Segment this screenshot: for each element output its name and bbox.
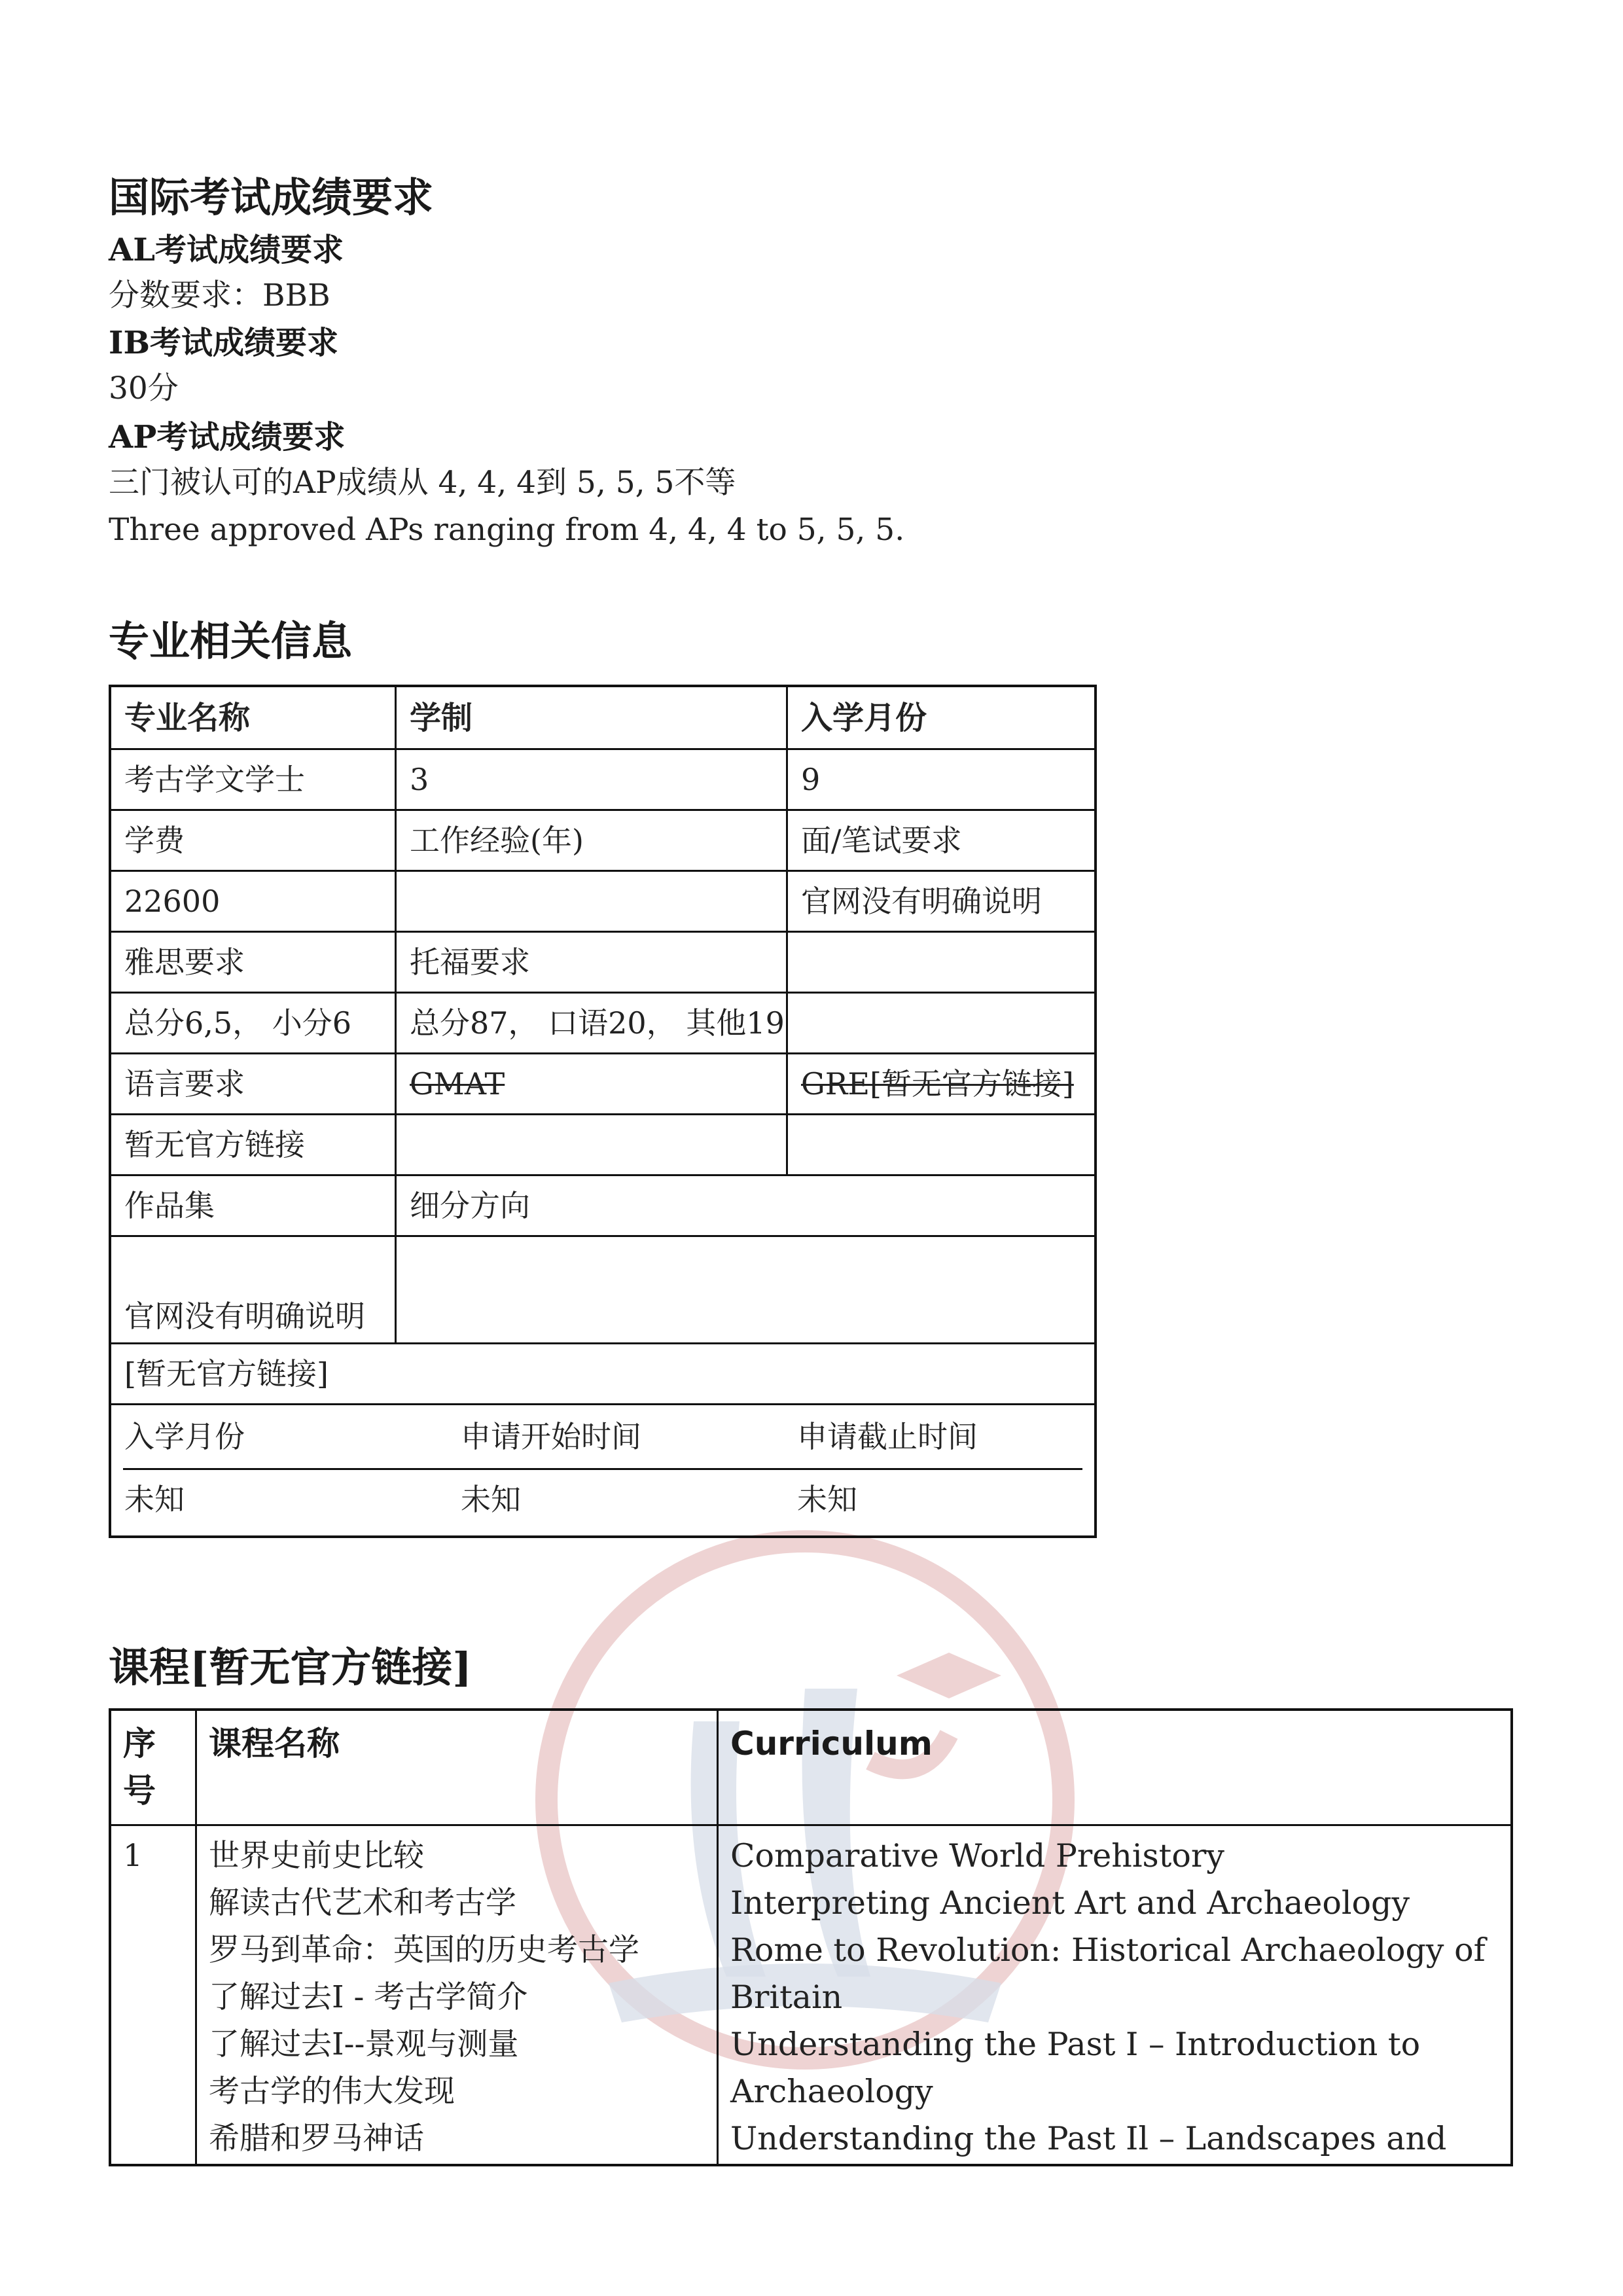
list-item: Archaeology (730, 2073, 933, 2110)
list-item: 考古学的伟大发现 (209, 2073, 455, 2109)
ap-value-en: Three approved APs ranging from 4, 4, 4 to 5, 5, 5. (109, 512, 905, 548)
list-item: Britain (730, 1979, 843, 2016)
course-names-cn (195, 1826, 717, 2166)
table-row (111, 1826, 1510, 2166)
table-cell (786, 933, 1094, 992)
schedule-header-deadline: 申请截止时间 (797, 1419, 978, 1454)
table-cell: 细分方向 (395, 1176, 1094, 1235)
courses-title: 课程[暂无官方链接] (109, 1643, 472, 1691)
table-cell: 语言要求 (124, 1066, 245, 1102)
table-cell: 托福要求 (395, 933, 786, 992)
major-info-table (109, 685, 1097, 1538)
table-cell: 官网没有明确说明 (124, 1299, 365, 1334)
intl-title: 国际考试成绩要求 (109, 173, 434, 221)
table-row (111, 687, 1094, 750)
ib-value: 30分 (109, 370, 179, 406)
table-cell: 暂无官方链接 (124, 1127, 305, 1162)
schedule-header-start: 申请开始时间 (461, 1419, 641, 1454)
list-item: Understanding the Past Il – Landscapes and (730, 2120, 1447, 2157)
list-item: Interpreting Ancient Art and Archaeology (730, 1884, 1410, 1922)
table-cell (395, 872, 786, 931)
al-heading: AL考试成绩要求 (109, 232, 344, 268)
course-names-en (717, 1826, 1510, 2166)
list-item: 罗马到革命：英国的历史考古学 (209, 1932, 639, 1968)
list-item: 世界史前史比较 (209, 1838, 424, 1874)
table-cell (395, 1115, 786, 1174)
schedule-value-deadline: 未知 (797, 1482, 857, 1517)
al-value: 分数要求：BBB (109, 278, 330, 314)
schedule-header-intake: 入学月份 (124, 1419, 245, 1454)
list-item: Rome to Revolution: Historical Archaeology of (730, 1931, 1486, 1969)
gmat-label: GMAT (410, 1066, 505, 1102)
list-item: Comparative World Prehistory (730, 1837, 1224, 1874)
table-cell: 官网没有明确说明 (786, 872, 1094, 931)
table-header-cell: 序 号 (123, 1724, 156, 1810)
schedule-block (111, 1405, 1094, 1535)
list-item: 希腊和罗马神话 (209, 2121, 424, 2157)
table-cell: 雅思要求 (124, 944, 245, 980)
table-row (111, 933, 1094, 994)
table-row (111, 1176, 1094, 1237)
table-cell (786, 994, 1094, 1052)
table-cell (395, 1054, 786, 1113)
list-item: 了解过去I - 考古学简介 (209, 1979, 528, 2015)
schedule-value-intake: 未知 (124, 1482, 185, 1517)
table-cell: 22600 (124, 884, 221, 919)
table-cell: 总分87， 口语20， 其他19 (395, 994, 786, 1052)
schedule-divider (123, 1468, 1082, 1470)
table-cell: 考古学文学士 (124, 762, 305, 797)
table-cell: 作品集 (124, 1188, 215, 1223)
ap-heading: AP考试成绩要求 (109, 419, 346, 456)
table-row (111, 994, 1094, 1054)
courses-table (109, 1708, 1513, 2166)
table-row (111, 1344, 1094, 1405)
course-index: 1 (123, 1838, 143, 1874)
table-row (111, 1054, 1094, 1115)
table-header-cell: 课程名称 (209, 1724, 340, 1763)
major-title: 专业相关信息 (109, 617, 353, 665)
table-header-cell: 学制 (395, 687, 786, 748)
table-cell: 学费 (124, 823, 185, 858)
table-cell (395, 1237, 1094, 1342)
ib-heading: IB考试成绩要求 (109, 325, 339, 361)
table-cell: 工作经验(年) (395, 811, 786, 870)
list-item: 了解过去I--景观与测量 (209, 2026, 519, 2062)
table-cell: 3 (395, 750, 786, 809)
ap-value-cn: 三门被认可的AP成绩从 4, 4, 4到 5, 5, 5不等 (109, 465, 736, 501)
table-header-cell: 入学月份 (786, 687, 1094, 748)
gre-label: GRE[暂无官方链接] (801, 1066, 1074, 1102)
table-cell: 总分6,5， 小分6 (124, 1005, 352, 1041)
table-cell: 9 (786, 750, 1094, 809)
table-row (111, 811, 1094, 872)
table-header-cell: 专业名称 (124, 699, 251, 736)
table-header-cell: Curriculum (730, 1725, 933, 1763)
table-row (111, 1115, 1094, 1176)
table-cell (786, 1054, 1094, 1113)
list-item: Understanding the Past I – Introduction to (730, 2026, 1421, 2063)
table-row (111, 1711, 1510, 1826)
table-cell (786, 1115, 1094, 1174)
schedule-value-start: 未知 (461, 1482, 521, 1517)
list-item: 解读古代艺术和考古学 (209, 1885, 516, 1921)
table-cell: 面/笔试要求 (786, 811, 1094, 870)
table-row (111, 872, 1094, 933)
table-row (111, 1237, 1094, 1344)
table-row (111, 750, 1094, 811)
table-cell: [暂无官方链接] (124, 1356, 329, 1391)
